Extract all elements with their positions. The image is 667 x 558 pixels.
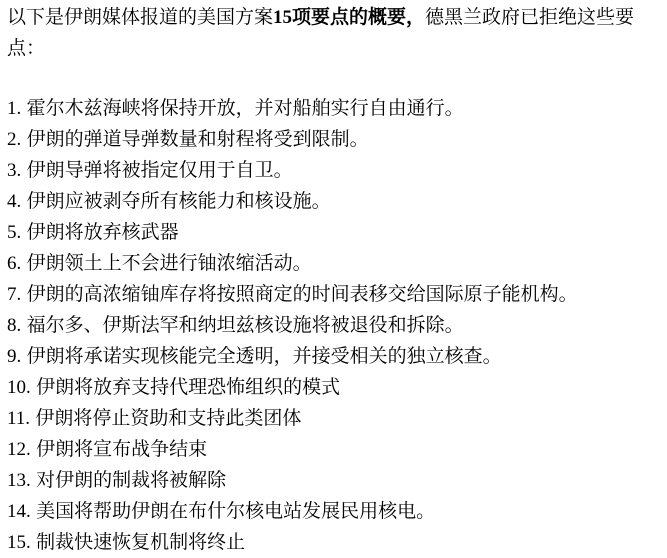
list-item-14 xyxy=(7,496,661,527)
item-text: 伊朗将放弃核武器 xyxy=(26,222,179,243)
list-item-4 xyxy=(7,186,661,217)
item-number: 9. xyxy=(7,346,22,367)
list-item-7 xyxy=(7,279,661,310)
item-number: 10. xyxy=(7,377,31,398)
list-item-15 xyxy=(7,527,661,558)
item-number: 13. xyxy=(7,470,31,491)
article-body xyxy=(7,2,661,558)
intro-paragraph xyxy=(7,2,661,64)
list-item-11 xyxy=(7,403,661,434)
list-item-13 xyxy=(7,465,661,496)
item-text: 伊朗将宣布战争结束 xyxy=(36,439,208,460)
item-number: 14. xyxy=(7,501,31,522)
intro-text-bold: 15项要点的概要， xyxy=(273,7,426,28)
item-number: 11. xyxy=(7,408,31,429)
item-text: 制裁快速恢复机制将终止 xyxy=(36,532,246,553)
item-number: 4. xyxy=(7,191,22,212)
item-text: 伊朗将停止资助和支持此类团体 xyxy=(35,408,302,429)
item-text: 伊朗将承诺实现核能完全透明，并接受相关的独立核查。 xyxy=(26,346,502,367)
list-item-6 xyxy=(7,248,661,279)
item-number: 8. xyxy=(7,315,22,336)
item-text: 霍尔木兹海峡将保持开放，并对船舶实行自由通行。 xyxy=(26,98,464,119)
item-number: 1. xyxy=(7,98,22,119)
item-number: 5. xyxy=(7,222,22,243)
item-text: 伊朗的高浓缩铀库存将按照商定的时间表移交给国际原子能机构。 xyxy=(26,284,578,305)
intro-text-prefix: 以下是伊朗媒体报道的美国方案 xyxy=(7,7,274,28)
item-text: 伊朗导弹将被指定仅用于自卫。 xyxy=(26,160,293,181)
item-text: 伊朗应被剥夺所有核能力和核设施。 xyxy=(26,191,331,212)
item-number: 6. xyxy=(7,253,22,274)
list-item-2 xyxy=(7,124,661,155)
intro-text-suffix: 德黑兰政府已拒绝这些要点： xyxy=(7,7,635,59)
item-number: 12. xyxy=(7,439,31,460)
list-item-8 xyxy=(7,310,661,341)
points-list xyxy=(7,93,661,558)
item-number: 3. xyxy=(7,160,22,181)
item-number: 15. xyxy=(7,532,31,553)
list-item-1 xyxy=(7,93,661,124)
item-text: 福尔多、伊斯法罕和纳坦兹核设施将被退役和拆除。 xyxy=(26,315,464,336)
item-number: 7. xyxy=(7,284,22,305)
item-text: 伊朗的弹道导弹数量和射程将受到限制。 xyxy=(26,129,369,150)
list-item-3 xyxy=(7,155,661,186)
item-text: 美国将帮助伊朗在布什尔核电站发展民用核电。 xyxy=(36,501,436,522)
item-text: 对伊朗的制裁将被解除 xyxy=(36,470,227,491)
list-item-9 xyxy=(7,341,661,372)
list-item-10 xyxy=(7,372,661,403)
list-item-12 xyxy=(7,434,661,465)
item-text: 伊朗将放弃支持代理恐怖组织的模式 xyxy=(36,377,341,398)
item-number: 2. xyxy=(7,129,22,150)
list-item-5 xyxy=(7,217,661,248)
item-text: 伊朗领土上不会进行铀浓缩活动。 xyxy=(26,253,312,274)
